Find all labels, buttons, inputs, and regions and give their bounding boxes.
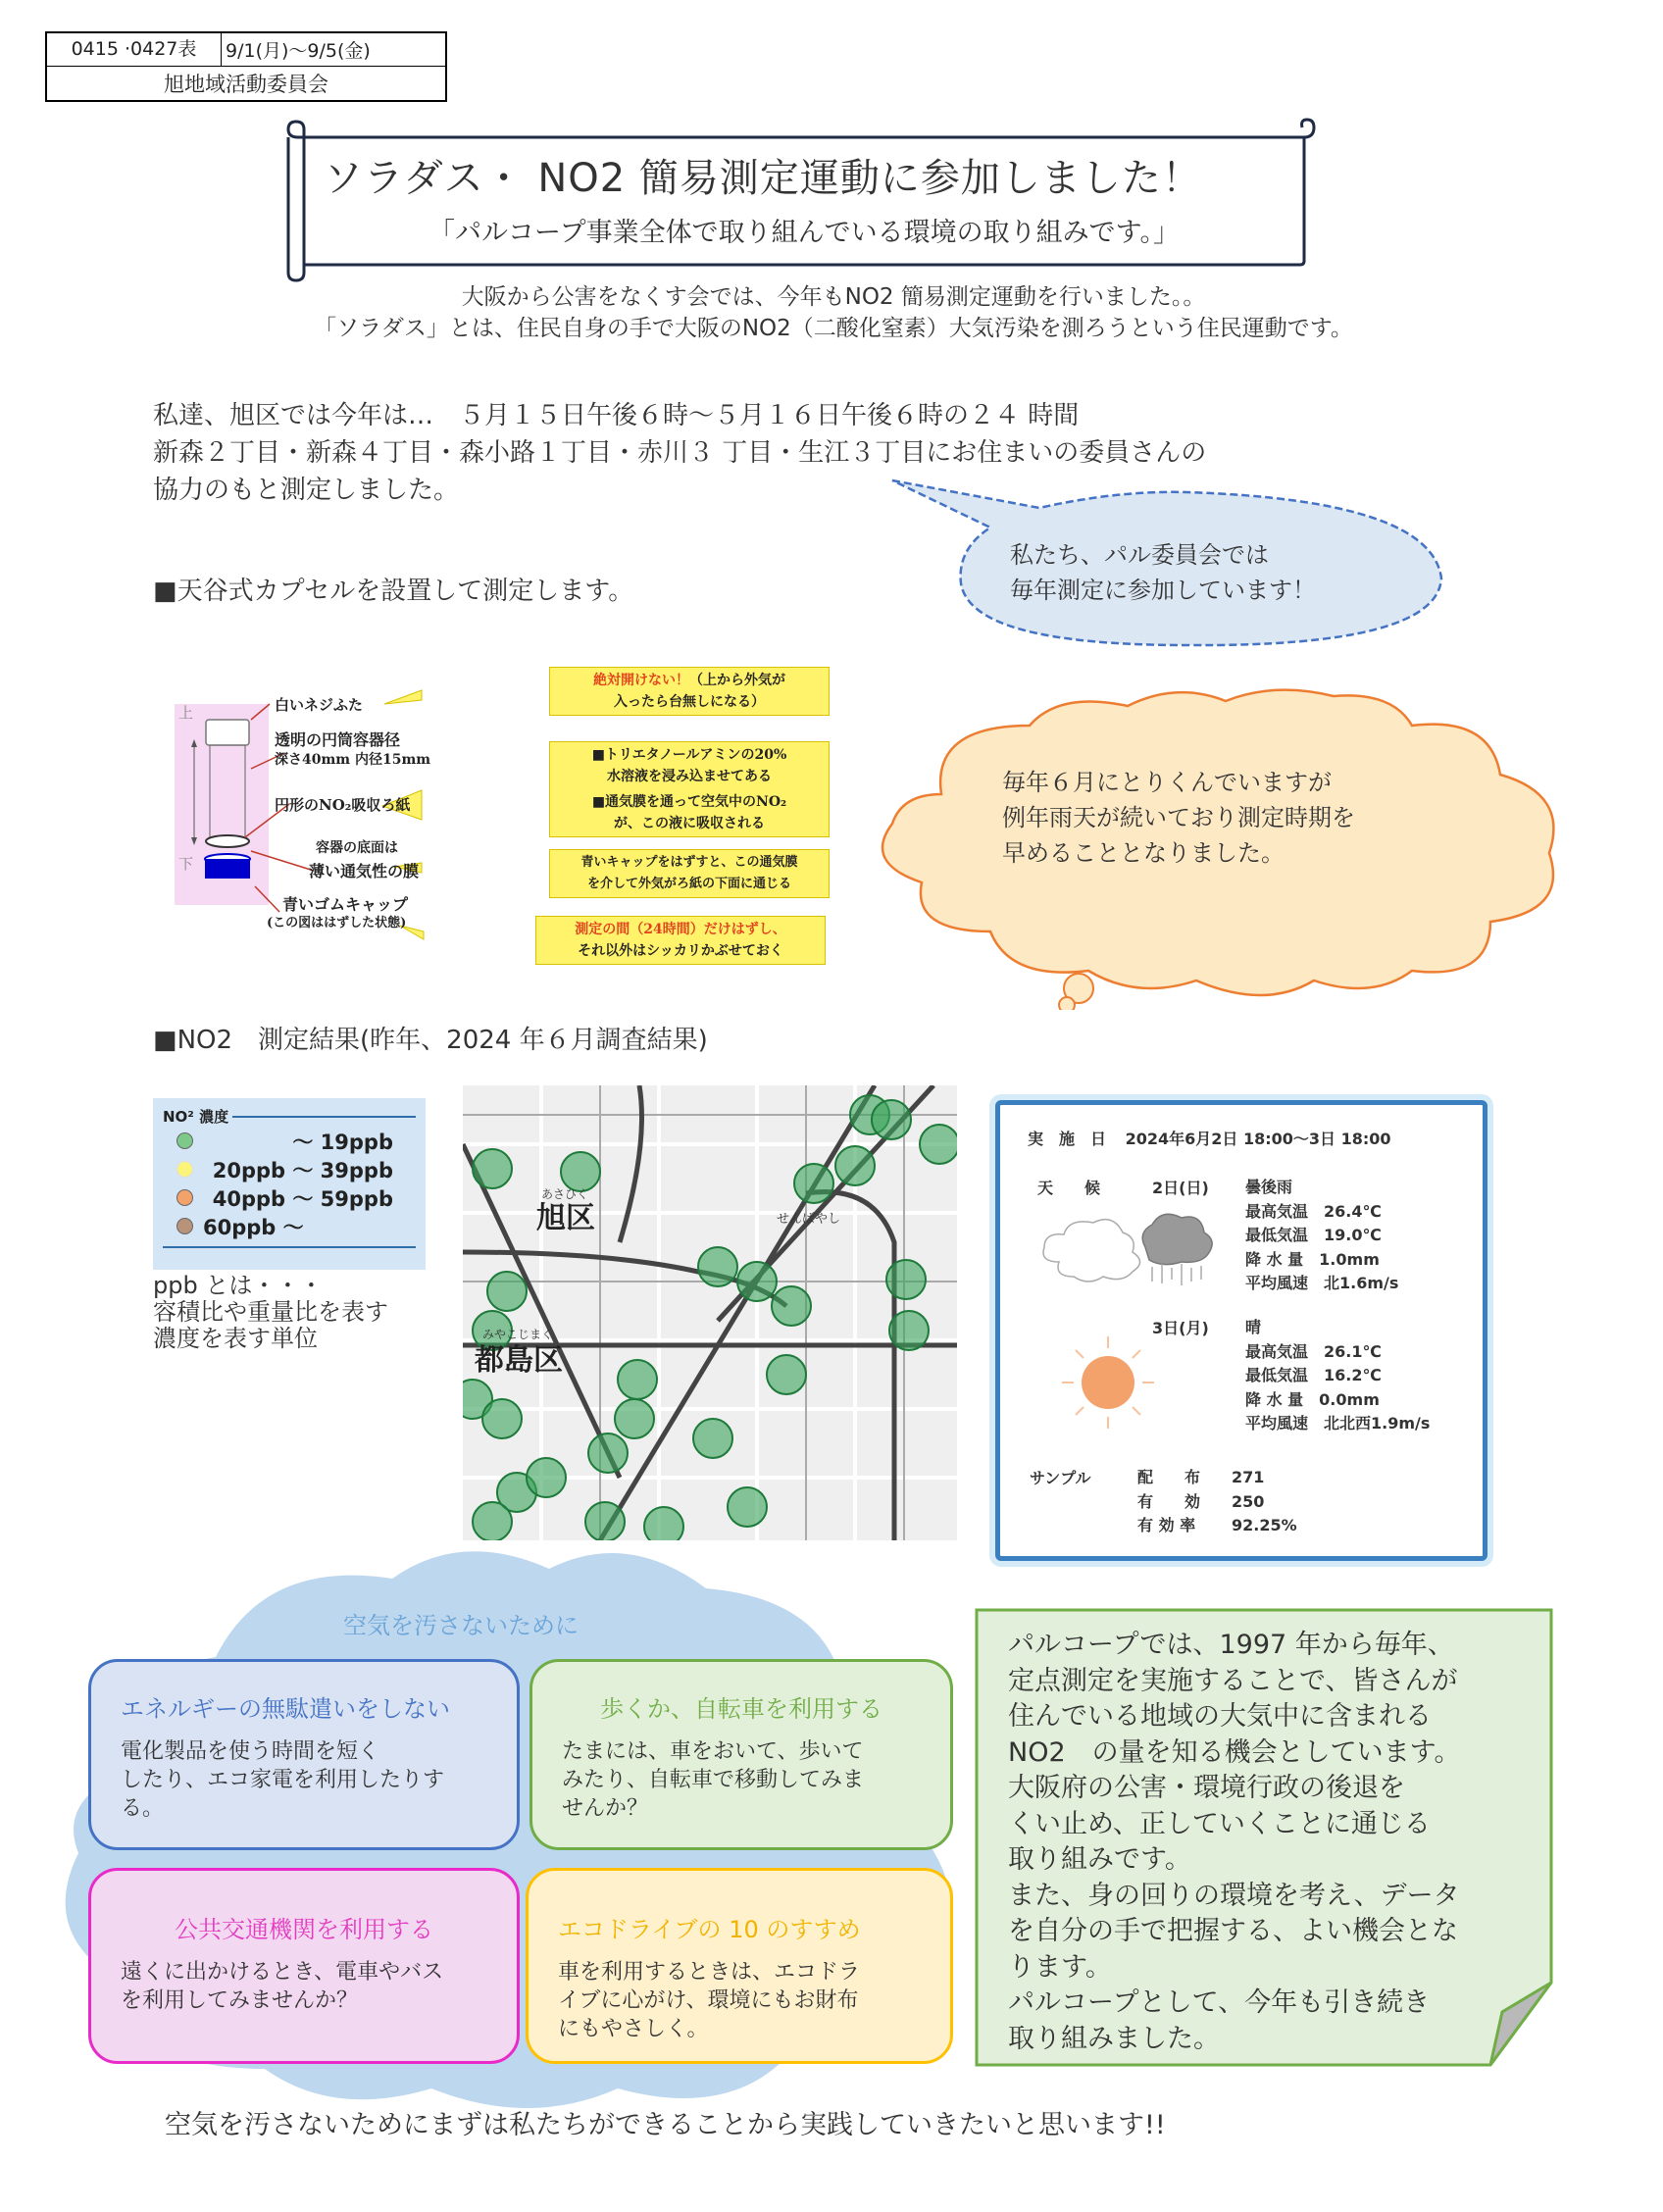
legend-title: NO² 濃度 [163,1108,229,1126]
survey-date-row [1028,1127,1391,1149]
max-temp-value: 26.4℃ [1324,1201,1382,1221]
speech-line-2: 毎年測定に参加しています！ [1010,577,1316,604]
min-temp-value: 19.0℃ [1324,1226,1382,1244]
rubber-cap-label: 青いゴムキャップ [282,895,409,914]
tip-body-line: 遠くに出かけるとき、電車やバス [121,1960,444,1985]
tip-body [121,1958,487,2015]
tip-title: 公共交通機関を利用する [175,1916,433,1943]
note-text: ■トリエタノールアミンの20% [591,747,787,763]
tip-body-line: たまには、車をおいて、歩いて [562,1739,864,1764]
valid-label: 有 効 [1137,1491,1201,1511]
note-line: NO2 の量を知る機会としています。 [1008,1736,1461,1768]
tip-body [562,1737,921,1823]
note-text: が、この液に吸収される [614,816,765,831]
ppb-explanation [153,1273,388,1352]
tip-body [121,1737,487,1823]
distributed-value: 271 [1232,1468,1265,1486]
header-row-1 [47,33,445,67]
tip-body [558,1958,921,2043]
day2-condition: 晴 [1245,1318,1262,1336]
date-value: 2024年6月2日 18:00～3日 18:00 [1125,1130,1391,1148]
cloudy-rain-icon [1039,1203,1226,1291]
header-row-2 [47,67,445,100]
tip-title: エコドライブの 10 のすすめ [558,1916,861,1943]
page-subtitle: 「パルコープ事業全体で取り組んでいる環境の取り組みです。」 [428,218,1180,248]
distribution-dates: 9/1(月)～9/5(金) [226,40,371,62]
rain-value: 1.0mm [1319,1249,1380,1269]
legend-item [163,1183,416,1212]
wind-label: 平均風速 [1245,1274,1309,1292]
day2-details [1245,1316,1430,1436]
tip-body-line: を利用してみませんか？ [121,1988,359,2013]
sun-icon [1054,1329,1162,1436]
map-label-kana: みやこじまく [482,1328,554,1341]
min-temp-label: 最低気温 [1245,1226,1309,1244]
capsule-section-heading: ■天谷式カプセルを設置して測定します。 [153,577,634,606]
ppb-line-3: 濃度を表す単位 [153,1325,318,1352]
intro-text [118,281,1549,344]
note-do-not-open [549,667,830,716]
legend-range: ～ 19ppb [292,1130,393,1154]
sample-values [1232,1466,1297,1538]
yellow-dot-icon [176,1161,193,1178]
cap-label: 白いネジふた [275,696,364,714]
ppb-line-1: ppb とは・・・ [153,1272,324,1299]
tip-body-line: イブに心がけ、環境にもお財布 [558,1988,859,2013]
note-line: 定点測定を実施することで、皆さんが [1008,1665,1458,1696]
tip-body-line: る。 [121,1796,165,1821]
min-temp-label: 最低気温 [1245,1366,1309,1384]
axis-top-label: 上 [178,704,194,722]
note-text: 入ったら台無しになる） [614,694,765,710]
sample-labels [1137,1466,1200,1538]
max-temp-label: 最高気温 [1245,1341,1309,1361]
no2-legend [153,1098,426,1270]
cloud-line-2: 例年雨天が続いており測定時期を [1002,804,1355,831]
note-line: パルコープでは、1997 年から毎年、 [1008,1630,1454,1660]
intro-line-1: 大阪から公害をなくす会では、今年もNO2 簡易測定運動を行いました。。 [461,284,1206,310]
committee-name: 旭地域活動委員会 [164,73,328,96]
valid-value: 250 [1232,1491,1265,1511]
map-label-miyakojima: 都島区 [475,1343,563,1378]
tip-card-eco-drive [526,1868,953,2064]
note-line: を自分の手で把握する、よい機会とな [1008,1916,1458,1946]
wind-label: 平均風速 [1245,1414,1309,1433]
weather-label: 天 候 [1037,1179,1101,1197]
rain-label: 降 水 量 [1245,1249,1304,1269]
distributed-label: 配 布 [1137,1468,1201,1486]
rubber-cap-note: (この図ははずした状態) [267,916,407,930]
rate-label: 有 効 率 [1137,1516,1196,1534]
note-warning-text: 絶対開けない！ [593,673,689,688]
container-label: 透明の円筒容器径 [275,730,401,749]
legend-divider [163,1246,416,1248]
tip-title: エネルギーの無駄遣いをしない [121,1695,450,1723]
note-text: （上から外気が [689,673,785,688]
measurement-line-1: 私達、旭区では今年は… ５月１５日午後６時～５月１６日午後６時の２４ 時間 [153,401,1080,430]
min-temp-value: 16.2℃ [1324,1366,1382,1384]
legend-divider [232,1116,416,1118]
max-temp-value: 26.1℃ [1324,1341,1382,1361]
legend-item [163,1127,416,1155]
sample-label: サンプル [1030,1469,1091,1487]
legend-range: 60ppb ～ [203,1215,304,1239]
tip-body-line: 電化製品を使う時間を短く [121,1739,380,1764]
tip-card-energy [88,1659,520,1850]
speech-bubble-text [1010,537,1316,608]
tips-title: 空気を汚さないために [343,1612,579,1639]
legend-title-row [163,1106,416,1127]
axis-bottom-label: 下 [178,855,194,873]
measurement-line-3: 協力のもと測定しました。 [153,476,460,505]
page-title: ソラダス・ NO2 簡易測定運動に参加しました！ [324,156,1202,201]
day2-label: 3日(月) [1152,1319,1209,1337]
note-text: を介して外気がろ紙の下面に通じる [586,877,791,891]
rain-value: 0.0mm [1319,1389,1380,1409]
map-label-sembayashi: せんばやし [777,1212,841,1227]
note-line: 取り組みです。 [1008,1844,1191,1875]
note-warning-text: 測定の間（24時間）だけはずし、 [575,922,786,937]
map-label-asahi: 旭区 [536,1201,595,1235]
day1-label: 2日(日) [1152,1179,1209,1197]
wind-value: 北1.6m/s [1324,1274,1399,1292]
closing-statement: 空気を汚さないためにまずは私たちができることから実践していきたいと思います!! [165,2110,1166,2140]
measurement-line-2: 新森２丁目・新森４丁目・森小路１丁目・赤川３ 丁目・生江３丁目にお住まいの委員さんの [153,438,1207,468]
note-line: パルコープとして、今年も引き続き [1008,1987,1431,2018]
orange-dot-icon [176,1189,193,1206]
rate-value: 92.25% [1232,1516,1297,1534]
palcoop-note-text [1008,1628,1537,2057]
ppb-line-2: 容積比や重量比を表す [153,1298,388,1326]
speech-line-1: 私たち、パル委員会では [1010,541,1269,569]
filter-label: 円形のNO₂吸収ろ紙 [275,796,411,814]
legend-item [163,1212,416,1240]
note-line: 住んでいる地域の大気中に含まれる [1008,1701,1432,1732]
wind-value: 北北西1.9m/s [1324,1414,1431,1433]
date-label: 実 施 日 [1028,1130,1107,1148]
tip-body-line: 車を利用するときは、エコドラ [558,1960,861,1985]
note-text: ■通気膜を通って空気中のNO₂ [591,794,787,810]
intro-line-2: 「ソラダス」とは、住民自身の手で大阪のNO2（二酸化窒素）大気汚染を測ろうという住民運動です。 [314,316,1353,341]
tip-body-line: したり、エコ家電を利用したりす [121,1768,445,1792]
capsule-diagram [167,645,833,979]
bottom-label-1: 容器の底面は [316,840,398,856]
results-section-heading: ■NO2 測定結果(昨年、2024 年６月調査結果) [153,1026,708,1055]
note-measurement-period [535,916,826,965]
note-blue-cap [549,849,830,898]
cloud-line-3: 早めることとなりました。 [1002,839,1285,867]
brown-dot-icon [176,1218,193,1234]
note-line: ります。 [1008,1951,1112,1983]
note-line: 大阪府の公害・環境行政の後退を [1008,1773,1405,1803]
form-code: 0415 ·0427表 [47,33,222,66]
tip-body-line: せんか？ [562,1796,649,1821]
day1-details [1245,1176,1398,1296]
tip-card-walk-bike [529,1659,953,1850]
note-text: 水溶液を浸み込ませてある [607,769,772,784]
day1-condition: 曇後雨 [1245,1178,1293,1196]
max-temp-label: 最高気温 [1245,1201,1309,1221]
survey-weather-info [995,1100,1487,1561]
note-line: 取り組みました。 [1008,2023,1220,2054]
tip-body-line: にもやさしく。 [558,2017,709,2041]
bottom-label-2: 薄い通気性の膜 [309,862,420,880]
note-line: くい止め、正していくことに通じる [1008,1808,1431,1839]
map-label-kana: あさひく [541,1187,589,1201]
note-text: それ以外はシッカリかぶせておく [578,943,783,959]
container-size-label: 深さ40mm 内径15mm [275,752,431,768]
map-graphic [463,1085,957,1540]
cloud-line-1: 毎年６月にとりくんでいますが [1002,769,1332,796]
note-text: 青いキャップをはずすと、この通気膜 [580,855,798,870]
header-table [45,31,447,102]
tip-body-line: みたり、自転車で移動してみま [562,1768,865,1792]
note-solution [549,741,830,837]
tip-title: 歩くか、自転車を利用する [600,1695,882,1723]
rain-label: 降 水 量 [1245,1389,1304,1409]
legend-item [163,1155,416,1183]
note-line: また、身の回りの環境を考え、データ [1008,1880,1460,1911]
green-dot-icon [176,1132,193,1149]
thought-cloud-text [1002,765,1355,871]
legend-range: 20ppb ～ 39ppb [212,1158,393,1182]
legend-range: 40ppb ～ 59ppb [212,1186,393,1211]
no2-results-map [463,1085,957,1540]
tip-card-public-transport [88,1868,520,2064]
